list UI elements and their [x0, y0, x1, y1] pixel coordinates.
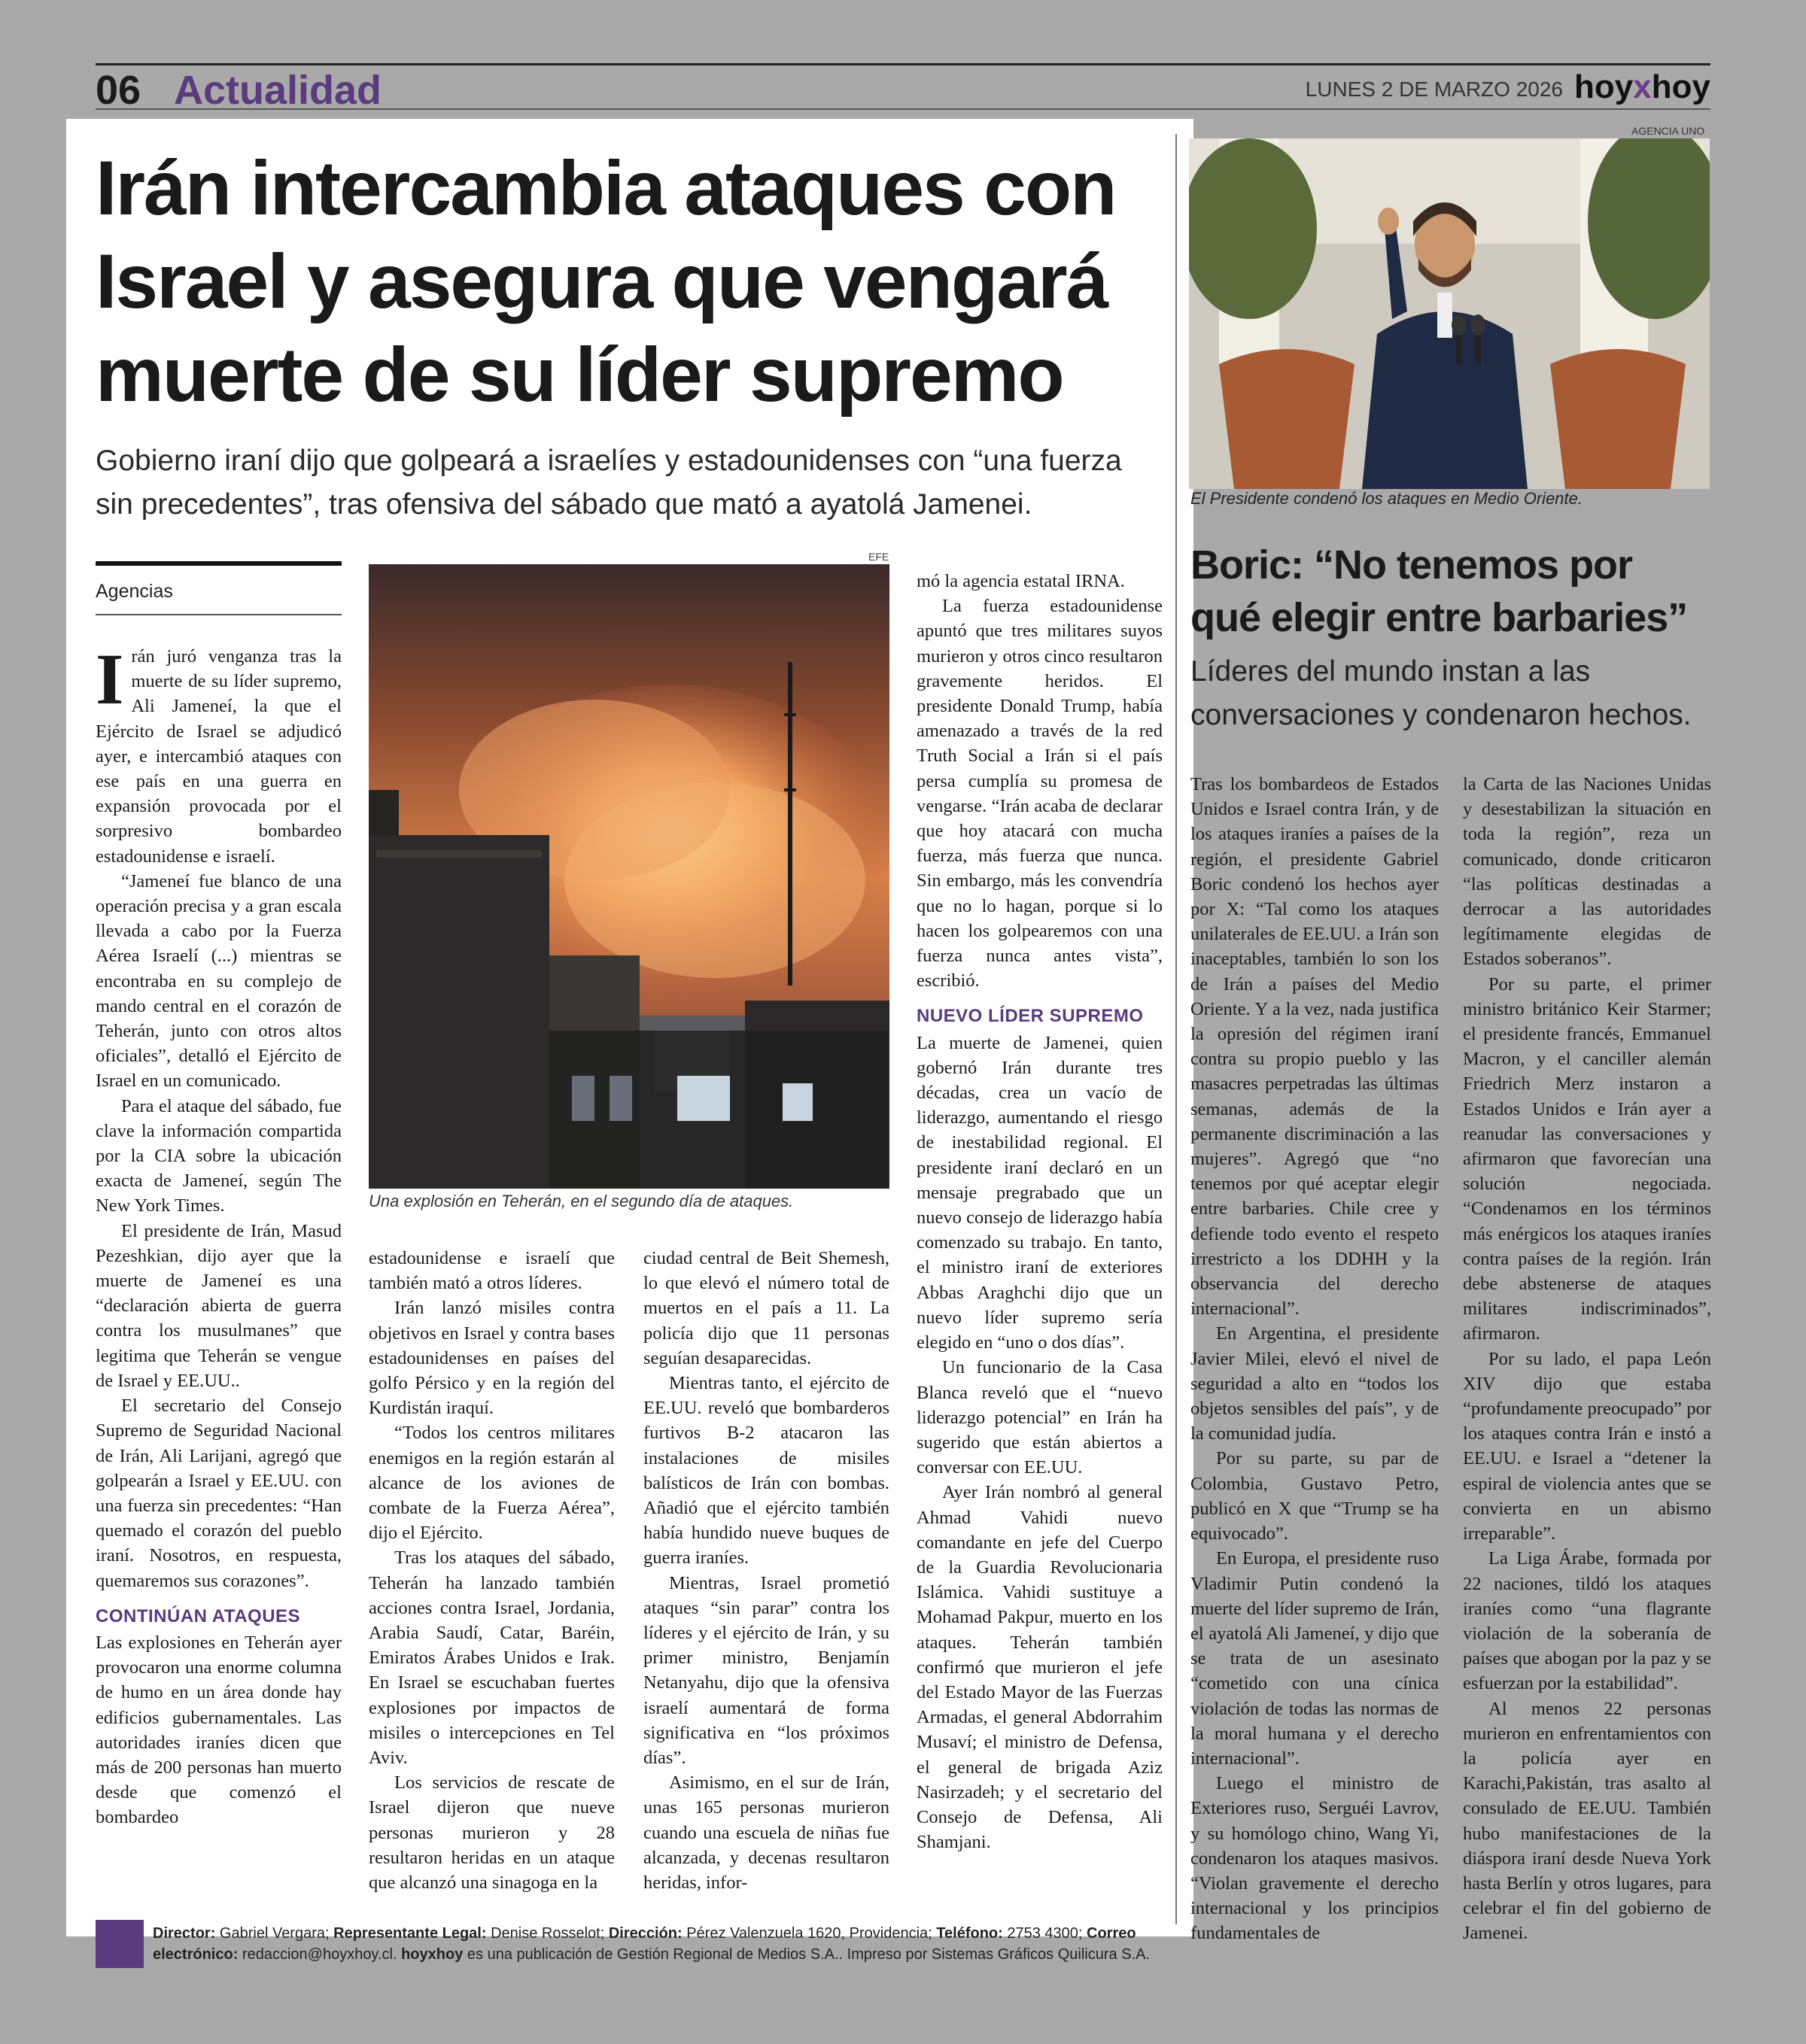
side-column-1 — [1190, 772, 1439, 1946]
paragraph: El secretario del Consejo Supremo de Seguridad Nacional de Irán, Ali Larijani, agregó que golpearán a Israel y EE.UU. con una fuerza sin precedentes: “Han quemado el corazón del pueblo iraní. Nosotros, en respuesta, quemaremos sus corazones”. — [96, 1396, 342, 1591]
paragraph: Por su parte, su par de Colombia, Gustavo Petro, publicó en X que “Trump se ha equivocado”. — [1190, 1448, 1439, 1544]
imprint-text: Director: Gabriel Vergara; Representante Legal: Denise Rosselot; Dirección: Pérez Valenzuela 1620, Providencia; Teléfono: 2753 4300; Correo electrónico: redaccion@hoyxhoy.cl. hoyxhoy es una publicación de Gestión Regional de Medios S.A.. Impreso por Sistemas Gráficos Quilicura S.A. — [153, 1925, 1150, 1963]
main-column-4 — [917, 569, 1163, 1854]
photo-caption: El Presidente condenó los ataques en Medio Oriente. — [1190, 489, 1583, 508]
paragraph: la Carta de las Naciones Unidas y desestabilizan la situación en toda la región”, reza un comunicado, donde criticaron “las políticas destinadas a derrocar a las autoridades legítimamente elegidas de Estados soberanos”. — [1463, 774, 1711, 970]
president-photo — [1189, 138, 1710, 489]
paragraph: En Europa, el presidente ruso Vladimir Putin condenó la muerte del líder supremo de Irán, el ayatolá Ali Jameneí, y dijo que se trata de un asesinato “cometido con una cínica violación de todas las normas de la moral humana y el derecho internacional”. — [1190, 1548, 1439, 1769]
paragraph: Al menos 22 personas murieron en enfrentamientos con la policía ayer en Karachi,Pakistán, tras asalto al consulado de EE.UU. También hubo manifestaciones de la diáspora iraní desde Nueva York hasta Berlín y otros lugares, para celebrar el fin del gobierno de Jamenei. — [1463, 1698, 1711, 1944]
explosion-photo-illustration — [369, 564, 889, 1189]
page-header — [96, 63, 1710, 113]
paragraph: Asimismo, en el sur de Irán, unas 165 personas murieron cuando una escuela de niñas fue alcanzada, y decenas resultaron heridas, infor- — [643, 1772, 889, 1894]
paragraph: Tras los bombardeos de Estados Unidos e Israel contra Irán, y de los ataques iraníes a países de la región, el presidente Gabriel Boric condenó los hechos ayer por X: “Tal como los ataques unilaterales de EE.UU. a Irán son inaceptables, también lo son los de Irán a países del Medio Oriente. Y a la vez, nada justifica la opresión del régimen iraní contra su propio pueblo y las masacres perpetradas las últimas semanas, además de la permanente discriminación a las mujeres”. Agregó que “no tenemos por qué aceptar elegir entre barbaries. Chile cree y defiende todo evento el respeto irrestricto a los DDHH y la observancia del derecho internacional”. — [1190, 774, 1439, 1320]
side-column-2 — [1463, 772, 1711, 1946]
paragraph: Por su parte, el primer ministro británico Keir Starmer; el presidente francés, Emmanuel Macron, y el canciller alemán Friedrich Merz instaron a Estados Unidos e Irán ayer a reanudar las conversaciones y afirmaron que favorecían una solución negociada. “Condenamos en los términos más enérgicos los ataques iraníes contra países de la región. Irán debe abstenerse de ataques militares indiscriminados”, afirmaron. — [1463, 973, 1711, 1344]
paragraph: “Todos los centros militares enemigos en la región estarán al alcance de los aviones de combate de la Fuerza Aérea”, dijo el Ejército. — [369, 1423, 615, 1544]
byline: Agencias — [96, 581, 173, 602]
side-headline: Boric: “No tenemos por qué elegir entre barbaries” — [1190, 542, 1688, 640]
paragraph: Tras los ataques del sábado, Teherán ha lanzado también acciones contra Israel, Jordania, Arabia Saudí, Catar, Baréin, Emiratos Árabes Unidos e Irak. En Israel se escuchaban fuertes explosiones por impactos de misiles o intercepciones en Tel Aviv. — [369, 1547, 615, 1769]
paragraph: Irán lanzó misiles contra objetivos en Israel y contra bases estadounidenses en países del golfo Pérsico y en la región del Kurdistán iraquí. — [369, 1298, 615, 1419]
paragraph: El presidente de Irán, Masud Pezeshkian, dijo ayer que la muerte de Jameneí es una “declaración abierta de guerra contra los musulmanes” que legitima que Teherán se vengue de Israel y EE.UU.. — [96, 1220, 342, 1391]
president-photo-illustration — [1189, 138, 1710, 489]
paragraph: La muerte de Jamenei, quien gobernó Irán durante tres décadas, crea un vacío de liderazgo, aumentando el riesgo de inestabilidad regional. El presidente iraní declaró en un mensaje pregrabado que un nuevo consejo de liderazgo había comenzado su trabajo. En tanto, el ministro iraní de exteriores Abbas Araghchi dijo que un nuevo líder supremo sería elegido en “uno o dos días”. — [917, 1032, 1163, 1353]
brand-square — [96, 1920, 144, 1968]
brand-logo: hoyxhoy — [1574, 68, 1710, 105]
paragraph: ciudad central de Beit Shemesh, lo que elevó el número total de muertos en el país a 11. La policía dijo que 11 personas seguían desaparecidas. — [643, 1248, 889, 1368]
photo-caption: Una explosión en Teherán, en el segundo día de ataques. — [369, 1192, 794, 1210]
paragraph: En Argentina, el presidente Javier Milei, elevó el nivel de seguridad a alto en “todos los objetos sensibles del país”, y de la comunidad judía. — [1190, 1323, 1439, 1444]
paragraph: Irán juró venganza tras la muerte de su líder supremo, Ali Jameneí, la que el Ejército de Israel se adjudicó ayer, e intercambió ataques con ese país en una guerra en expansión provocada por el sorpresivo bombardeo estadounidense e israelí. — [96, 639, 342, 867]
photo-credit: AGENCIA UNO — [1631, 125, 1705, 137]
byline-box — [96, 561, 342, 615]
paragraph: Las explosiones en Teherán ayer provocaron una enorme columna de humo en un área donde hay edificios gubernamentales. Las autoridades iraníes dicen que más de 200 personas han muerto desde que comenzó el bombardeo — [96, 1632, 342, 1828]
side-subhead: Líderes del mundo instan a las conversaciones y condenaron hechos. — [1190, 655, 1692, 731]
column-divider — [1175, 134, 1177, 1924]
main-headline: Irán intercambia ataques con Israel y asegura que vengará muerte de su líder supremo — [96, 145, 1116, 418]
main-column-2 — [369, 1246, 615, 1895]
paragraph: Mientras, Israel prometió ataques “sin parar” contra los líderes y el ejército de Irán, y su primer ministro, Benjamín Netanyahu, dijo que la ofensiva israelí aumentará de forma significativa en “los próximos días”. — [643, 1572, 889, 1769]
subsection-title: NUEVO LÍDER SUPREMO — [917, 1006, 1144, 1027]
explosion-photo — [369, 564, 889, 1189]
main-column-3 — [643, 1246, 889, 1895]
imprint-footer — [96, 1920, 1161, 1968]
paragraph: La fuerza estadounidense apuntó que tres militares suyos murieron y otros cinco resultaron gravemente heridos. El presidente Donald Trump, había amenazado a través de la red Truth Social a Irán si el país persa cumplía su promesa de vengarse. “Irán acaba de declarar que hoy atacará con mucha fuerza, más fuerza que nunca. Sin embargo, más les convendría que no lo hagan, porque si lo hacen los golpearemos con una fuerza nunca antes vista”, escribió. — [917, 596, 1163, 992]
paragraph: Luego el ministro de Exteriores ruso, Serguéi Lavrov, y su homólogo chino, Wang Yi, condenaron los ataques masivos. “Violan gravemente el derecho internacional y los principios fundamentales de — [1190, 1773, 1439, 1944]
photo-credit: EFE — [868, 551, 889, 563]
paragraph: estadounidense e israelí que también mató a otros líderes. — [369, 1248, 615, 1294]
main-subhead: Gobierno iraní dijo que golpeará a israelíes y estadounidenses con “una fuerza sin precedentes”, tras ofensiva del sábado que mató a ayatolá Jamenei. — [96, 445, 1122, 521]
paragraph: “Jameneí fue blanco de una operación precisa y a gran escala llevada a cabo por la Fuerza Aérea Israelí (...) mientras se encontraba en su complejo de mando central en el corazón de Teherán, junto con otros altos oficiales”, detalló el Ejército de Israel en un comunicado. — [96, 870, 342, 1092]
drop-cap: I — [96, 639, 124, 719]
paragraph: Un funcionario de la Casa Blanca reveló que el “nuevo liderazgo potencial” en Irán ha sugerido que están abiertos a conversar con EE.UU. — [917, 1357, 1163, 1478]
main-column-1 — [96, 639, 342, 1830]
paragraph: Ayer Irán nombró al general Ahmad Vahidi nuevo comandante en jefe del Cuerpo de la Guardia Revolucionaria Islámica. Vahidi sustituye a Mohamad Pakpur, muerto en los ataques. Teherán también confirmó que murieron el jefe del Estado Mayor de las Fuerzas Armadas, el general Abdorrahim Musaví; el ministro de Defensa, el general de brigada Aziz Nasirzadeh; y el secretario del Consejo de Defensa, Ali Shamjani. — [917, 1482, 1163, 1853]
page-number: 06 — [96, 68, 141, 113]
paragraph: Los servicios de rescate de Israel dijeron que nueve personas murieron y 28 resultaron heridas en un ataque que alcanzó una sinagoga en la — [369, 1772, 615, 1894]
section-title: Actualidad — [174, 68, 382, 113]
issue-date: LUNES 2 DE MARZO 2026 — [1305, 77, 1563, 101]
paragraph: Por su lado, el papa León XIV dijo que estaba “profundamente preocupado” por los ataques contra Irán e instó a EE.UU. e Israel a “detener la espiral de violencia antes que se convierta en un abismo irreparable”. — [1463, 1348, 1711, 1544]
paragraph: La Liga Árabe, formada por 22 naciones, tildó los ataques iraníes como “una flagrante violación de la soberanía de países que abogan por la paz y se esfuerzan por la estabilidad”. — [1463, 1548, 1711, 1694]
subsection-title: CONTINÚAN ATAQUES — [96, 1605, 301, 1626]
paragraph: Mientras tanto, el ejército de EE.UU. reveló que bombarderos furtivos B-2 atacaron las instalaciones de misiles balísticos de Irán con bombas. Añadió que el ejército también había hundido nueve buques de guerra iraníes. — [643, 1373, 889, 1569]
paragraph: Para el ataque del sábado, fue clave la información compartida por la CIA sobre la ubicación exacta de Jameneí, según The New York Times. — [96, 1095, 342, 1216]
paragraph: mó la agencia estatal IRNA. — [917, 571, 1125, 591]
